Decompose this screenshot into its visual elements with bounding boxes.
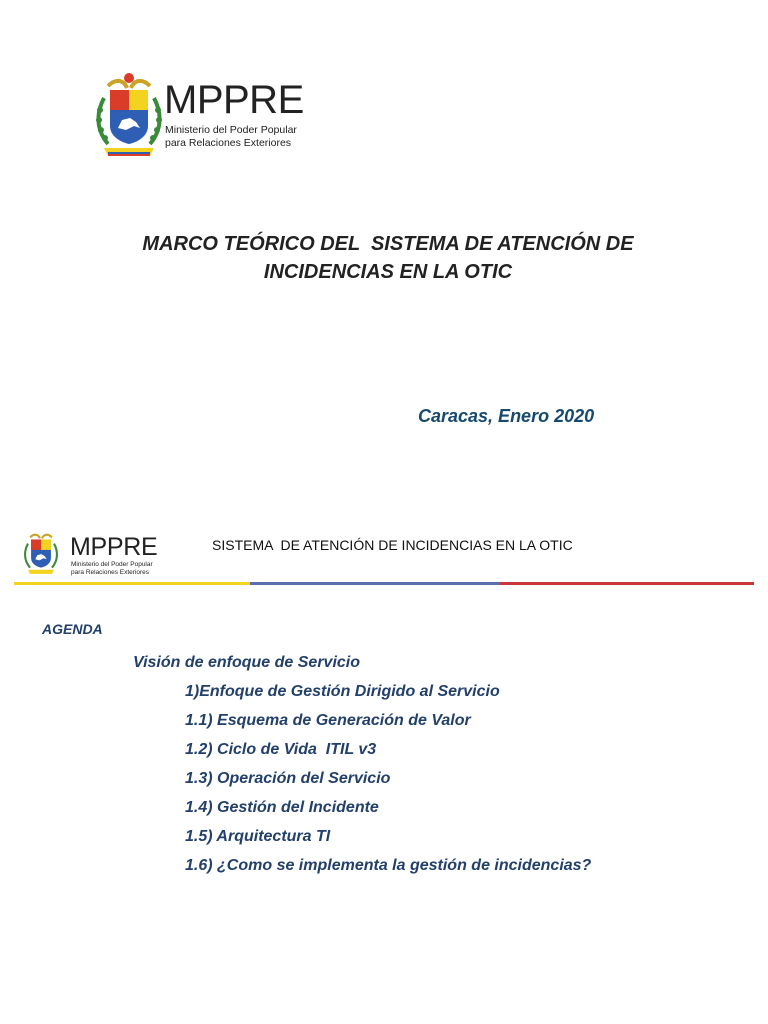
agenda-item: 1.3) Operación del Servicio: [185, 770, 391, 787]
coat-of-arms-icon: [16, 528, 66, 576]
logo-subtitle-line1: Ministerio del Poder Popular: [71, 561, 153, 568]
agenda-item: 1.1) Esquema de Generación de Valor: [185, 712, 471, 729]
agenda-item: 1)Enfoque de Gestión Dirigido al Servicio: [185, 683, 500, 700]
agenda-item: 1.2) Ciclo de Vida ITIL v3: [185, 741, 377, 758]
agenda-heading: AGENDA: [42, 621, 103, 637]
coat-of-arms-icon: [94, 68, 164, 160]
flag-stripe-blue: [250, 582, 500, 585]
flag-stripe-red: [500, 582, 754, 585]
agenda-list: [185, 681, 591, 884]
page-title: [60, 230, 716, 286]
date-text: Caracas, Enero 2020: [418, 406, 595, 426]
agenda-item: 1.5) Arquitectura TI: [185, 828, 331, 845]
flag-stripe-yellow: [14, 582, 250, 585]
title-line1: MARCO TEÓRICO DEL SISTEMA DE ATENCIÓN DE: [142, 233, 634, 255]
logo-subtitle-line2: para Relaciones Exteriores: [71, 569, 150, 576]
logo-subtitle-line2: para Relaciones Exteriores: [165, 137, 292, 149]
agenda-item: 1.6) ¿Como se implementa la gestión de incidencias?: [185, 857, 592, 874]
mppre-logo-small: [16, 528, 176, 576]
logo-brand: MPPRE: [70, 533, 158, 561]
slide-header: SISTEMA DE ATENCIÓN DE INCIDENCIAS EN LA OTIC: [212, 537, 573, 553]
logo-brand: MPPRE: [164, 78, 304, 122]
agenda-item: 1.4) Gestión del Incidente: [185, 799, 379, 816]
mppre-logo: [94, 66, 304, 162]
agenda-section-title: Visión de enfoque de Servicio: [133, 654, 361, 671]
title-line2: INCIDENCIAS EN LA OTIC: [263, 261, 513, 283]
logo-subtitle-line1: Ministerio del Poder Popular: [165, 124, 297, 136]
